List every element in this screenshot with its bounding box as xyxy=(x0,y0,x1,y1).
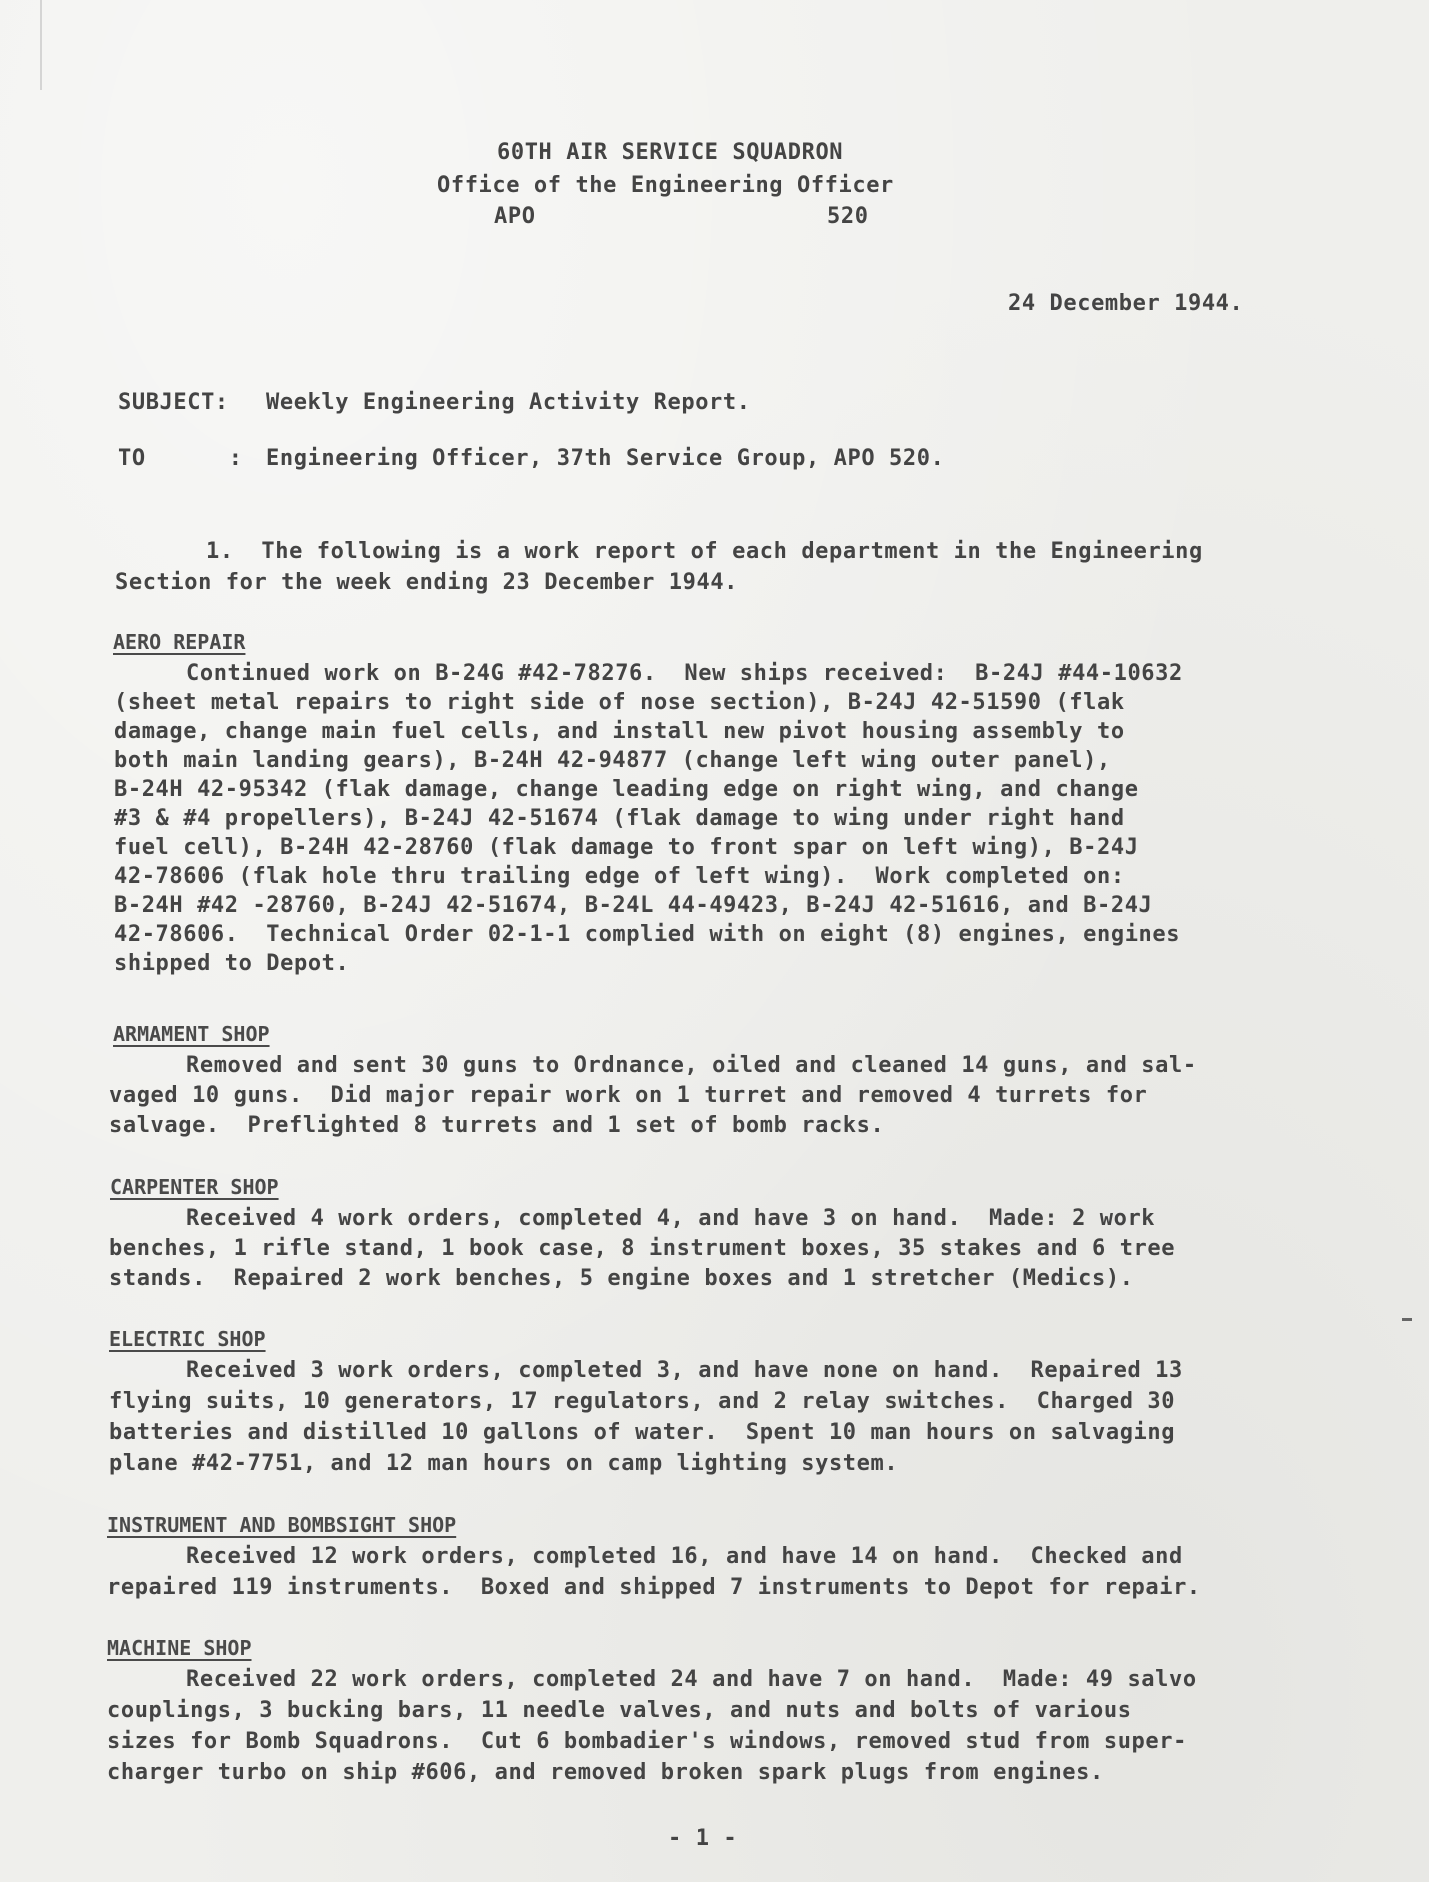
paragraph-line: (sheet metal repairs to right side of nose section), B-24J 42-51590 (flak xyxy=(114,690,1125,715)
paragraph-line: 42-78606 (flak hole thru trailing edge of left wing). Work completed on: xyxy=(114,864,1125,889)
paragraph-line: #3 & #4 propellers), B-24J 42-51674 (flak damage to wing under right hand xyxy=(114,806,1125,831)
paragraph-line: benches, 1 rifle stand, 1 book case, 8 instrument boxes, 35 stakes and 6 tree xyxy=(109,1236,1176,1261)
apo-label: APO xyxy=(494,204,536,229)
paragraph-line: Received 4 work orders, completed 4, and have 3 on hand. Made: 2 work xyxy=(186,1206,1156,1231)
section-title-instrument-bombsight-shop: INSTRUMENT AND BOMBSIGHT SHOP xyxy=(107,1513,457,1537)
page-number: - 1 - xyxy=(668,1826,738,1851)
paragraph-line: Continued work on B-24G #42-78276. New ships received: B-24J #44-10632 xyxy=(186,661,1183,686)
paragraph-line: 42-78606. Technical Order 02-1-1 complied with on eight (8) engines, engines xyxy=(114,922,1181,947)
paragraph-line: vaged 10 guns. Did major repair work on 1 turret and removed 4 turrets for xyxy=(109,1083,1148,1108)
section-title-carpenter-shop: CARPENTER SHOP xyxy=(110,1175,279,1199)
paragraph-line: B-24H #42 -28760, B-24J 42-51674, B-24L 44-49423, B-24J 42-51616, and B-24J xyxy=(114,893,1153,918)
paragraph-line: batteries and distilled 10 gallons of water. Spent 10 man hours on salvaging xyxy=(109,1420,1176,1445)
paragraph-line: fuel cell), B-24H 42-28760 (flak damage to front spar on left wing), B-24J xyxy=(114,835,1139,860)
section-title-electric-shop: ELECTRIC SHOP xyxy=(109,1327,266,1351)
scan-edge-mark xyxy=(40,0,42,90)
paragraph-line: salvage. Preflighted 8 turrets and 1 set of bomb racks. xyxy=(109,1113,885,1138)
paragraph-line: damage, change main fuel cells, and install new pivot housing assembly to xyxy=(114,719,1125,744)
paragraph-line: Received 22 work orders, completed 24 and have 7 on hand. Made: 49 salvo xyxy=(186,1667,1197,1692)
letter-date: 24 December 1944. xyxy=(1008,291,1244,316)
office-name: Office of the Engineering Officer xyxy=(437,173,894,198)
section-title-aero-repair: AERO REPAIR xyxy=(113,630,246,654)
stray-ink-mark xyxy=(1402,1318,1412,1321)
intro-line: 1. The following is a work report of each department in the Engineering xyxy=(206,539,1203,564)
paragraph-line: shipped to Depot. xyxy=(114,951,350,976)
paragraph-line: sizes for Bomb Squadrons. Cut 6 bombadier's windows, removed stud from super- xyxy=(107,1729,1187,1754)
paragraph-line: charger turbo on ship #606, and removed broken spark plugs from engines. xyxy=(107,1760,1104,1785)
section-title-machine-shop: MACHINE SHOP xyxy=(107,1636,252,1660)
paragraph-line: both main landing gears), B-24H 42-94877 (change left wing outer panel), xyxy=(114,748,1111,773)
subject-label: SUBJECT: xyxy=(118,390,229,415)
intro-line: Section for the week ending 23 December 1944. xyxy=(115,570,739,595)
section-title-armament-shop: ARMAMENT SHOP xyxy=(113,1022,270,1046)
paragraph-line: stands. Repaired 2 work benches, 5 engine boxes and 1 stretcher (Medics). xyxy=(109,1266,1134,1291)
paragraph-line: flying suits, 10 generators, 17 regulators, and 2 relay switches. Charged 30 xyxy=(109,1389,1176,1414)
to-label: TO : xyxy=(118,446,243,471)
paragraph-line: Received 3 work orders, completed 3, and have none on hand. Repaired 13 xyxy=(186,1358,1183,1383)
to-text: Engineering Officer, 37th Service Group, APO 520. xyxy=(266,446,945,471)
paragraph-line: plane #42-7751, and 12 man hours on camp lighting system. xyxy=(109,1451,899,1476)
paragraph-line: repaired 119 instruments. Boxed and shipped 7 instruments to Depot for repair. xyxy=(107,1575,1201,1600)
apo-number: 520 xyxy=(827,204,869,229)
subject-text: Weekly Engineering Activity Report. xyxy=(266,390,751,415)
paragraph-line: Removed and sent 30 guns to Ordnance, oiled and cleaned 14 guns, and sal- xyxy=(186,1053,1197,1078)
paragraph-line: B-24H 42-95342 (flak damage, change leading edge on right wing, and change xyxy=(114,777,1139,802)
paragraph-line: Received 12 work orders, completed 16, and have 14 on hand. Checked and xyxy=(186,1544,1183,1569)
unit-name: 60TH AIR SERVICE SQUADRON xyxy=(497,140,844,165)
paragraph-line: couplings, 3 bucking bars, 11 needle valves, and nuts and bolts of various xyxy=(107,1698,1132,1723)
